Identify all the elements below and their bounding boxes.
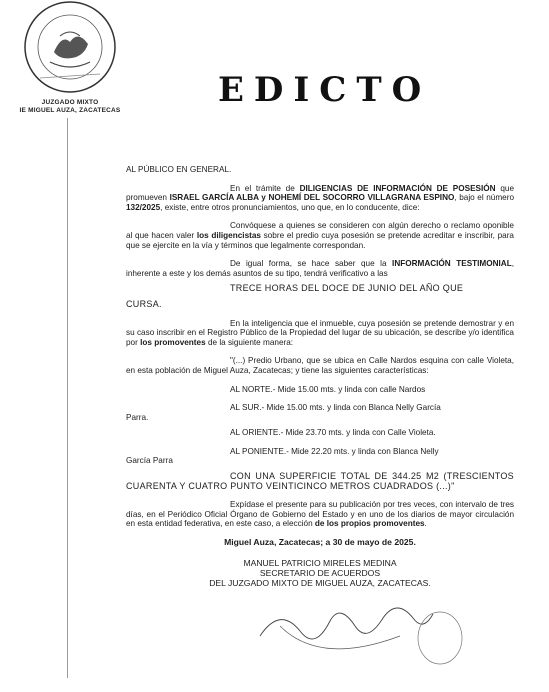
place-and-date: Miguel Auza, Zacatecas; a 30 de mayo de 2025. [224,537,416,548]
seal-emblem-icon [10,0,130,98]
court-seal [0,0,132,118]
margin-rule [67,118,68,678]
signer-name: MANUEL PATRICIO MIRELES MEDINA [243,557,397,568]
boundary-west-cont: García Parra [126,456,173,466]
salutation: AL PÚBLICO EN GENERAL. [126,165,232,174]
edict-body [126,165,514,588]
court-name-line2: IE MIGUEL AUZA, ZACATECAS [19,107,121,114]
boundary-west: AL PONIENTE.- Mide 22.20 mts. y linda con Blanca Nelly [230,446,439,456]
court-name-line1: JUZGADO MIXTO [41,99,99,106]
paragraph-intro: En el trámite de DILIGENCIAS DE INFORMACIÓN DE POSESIÓN que promueven ISRAEL GARCÍA ALBA y NOHEMÍ DEL SOCORRO VILLAGRANA ESPINO, bajo el número 132/2025, existe, entre otros pronunciamientos, uno que, en lo conducente, dice: [126,183,515,212]
boundary-south: AL SUR.- Mide 15.00 mts. y linda con Blanca Nelly García [230,403,441,413]
boundary-south-cont: Parra. [126,412,149,422]
paragraph-publication: Expídase el presente para su publicación por tres veces, con intervalo de tres días, en el Periódico Oficial Órgano de Gobierno del Estado y en uno de los diarios de mayor circulación en esta entidad federativa, en este caso, a elección de los propios promoventes. [126,500,514,529]
handwritten-signature-icon [240,596,470,666]
boundary-east: AL ORIENTE.- Mide 23.70 mts. y linda con Calle Violeta. [230,428,436,438]
hearing-time-cont: CURSA. [126,298,162,309]
signer-role: SECRETARIO DE ACUERDOS [259,567,381,578]
total-surface: CON UNA SUPERFICIE TOTAL DE 344.25 M2 (TRESCIENTOS CUARENTA Y CUATRO PUNTO VEINTICINCO METROS CUADRADOS (...)" [126,471,514,491]
hearing-time: TRECE HORAS DEL DOCE DE JUNIO DEL AÑO QUE [230,283,464,294]
signer-court: DEL JUZGADO MIXTO DE MIGUEL AUZA, ZACATECAS. [209,577,431,588]
boundary-north: AL NORTE.- Mide 15.00 mts. y linda con calle Nardos [230,384,426,394]
signature-block [126,558,514,588]
paragraph-testimonial: De igual forma, se hace saber que la INFORMACIÓN TESTIMONIAL, inherente a este y los demás asuntos de su tipo, tendrá verificativo a las [126,259,515,278]
paragraph-description: "(...) Predio Urbano, que se ubica en Calle Nardos esquina con calle Violeta, en esta población de Miguel Auza, Zacatecas; y tiene las siguientes características: [126,356,514,375]
paragraph-summons: Convóquese a quienes se consideren con algún derecho o reclamo oponible al que hacen valer los diligencistas sobre el predio cuya posesión se pretende acreditar e inscribir, para que se ejercite en la vía y términos que legalmente correspondan. [126,221,514,250]
paragraph-property: En la inteligencia que el inmueble, cuya posesión se pretende demostrar y en su caso inscribir en el Registro Público de la Propiedad del lugar de su ubicación, se describe y/o identifica por los promoventes de la siguiente manera: [126,318,514,347]
document-title: EDICTO [218,70,432,110]
